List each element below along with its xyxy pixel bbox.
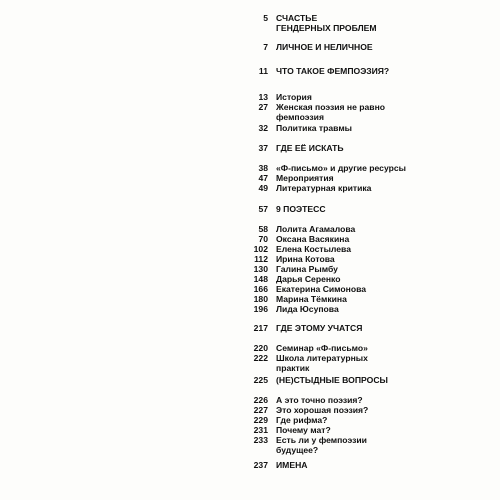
toc-entry <box>228 163 406 173</box>
toc-section <box>228 204 326 214</box>
toc-entry <box>228 304 339 314</box>
toc-title: Екатерина Симонова <box>276 284 367 294</box>
toc-page-number: 222 <box>253 353 268 363</box>
toc-entry <box>228 173 334 183</box>
toc-title: Елена Костылева <box>276 244 351 254</box>
toc-entry <box>228 274 340 284</box>
toc-section <box>228 42 373 52</box>
toc-title: «Ф-письмо» и другие ресурсы <box>276 163 406 173</box>
toc-section <box>228 460 307 470</box>
toc-title: Ирина Котова <box>276 254 335 264</box>
toc-entry <box>228 395 363 405</box>
toc-entry <box>228 343 368 353</box>
toc-page-number: 225 <box>253 375 268 385</box>
toc-page-number: 217 <box>253 323 268 333</box>
toc-entry <box>228 123 352 133</box>
toc-entry <box>228 425 331 435</box>
toc-page-number: 237 <box>253 460 268 470</box>
toc-page-number: 58 <box>258 224 268 234</box>
toc-entry <box>228 294 347 304</box>
toc-page-number: 5 <box>263 13 268 23</box>
toc-title: ИМЕНА <box>276 460 308 470</box>
toc-entry <box>228 284 366 294</box>
toc-page-number: 220 <box>253 343 268 353</box>
toc-title: Лолита Агамалова <box>276 224 356 234</box>
toc-page-number: 32 <box>258 123 268 133</box>
toc-title: Это хорошая поэзия? <box>276 405 369 415</box>
toc-page-number: 148 <box>253 274 268 284</box>
toc-section <box>228 375 388 385</box>
toc-page-number: 231 <box>253 425 268 435</box>
toc-section <box>228 13 377 33</box>
toc-page-number: 102 <box>253 244 268 254</box>
toc-title: ГДЕ ЕЁ ИСКАТЬ <box>276 143 344 153</box>
toc-page-number: 49 <box>258 183 268 193</box>
toc-page-number: 57 <box>258 204 268 214</box>
toc-title: ГДЕ ЭТОМУ УЧАТСЯ <box>276 323 363 333</box>
toc-page-number: 37 <box>258 143 268 153</box>
toc-entry <box>228 234 349 244</box>
toc-entry <box>228 254 335 264</box>
toc-entry <box>228 415 327 425</box>
toc-title: Школа литературных практик <box>276 353 368 374</box>
toc-page-number: 13 <box>258 92 268 102</box>
toc-title: ЧТО ТАКОЕ ФЕМПОЭЗИЯ? <box>276 66 390 76</box>
toc-entry <box>228 183 371 193</box>
toc-title: ЛИЧНОЕ И НЕЛИЧНОЕ <box>276 42 373 52</box>
toc-title: Почему мат? <box>276 425 331 435</box>
toc-entry <box>228 264 338 274</box>
toc-page-number: 229 <box>253 415 268 425</box>
toc-page-number: 227 <box>253 405 268 415</box>
toc-title: Политика травмы <box>276 123 353 133</box>
toc-page-number: 166 <box>253 284 268 294</box>
toc-entry <box>228 435 367 455</box>
toc-title: Мероприятия <box>276 173 334 183</box>
toc-page-number: 7 <box>263 42 268 52</box>
toc-entry <box>228 405 368 415</box>
toc-title: Оксана Васякина <box>276 234 350 244</box>
toc-page-number: 196 <box>253 304 268 314</box>
toc-title: Дарья Серенко <box>276 274 341 284</box>
toc-entry <box>228 244 351 254</box>
toc-title: А это точно поэзия? <box>276 395 363 405</box>
toc-title: Марина Тёмкина <box>276 294 347 304</box>
toc-title: Лида Юсупова <box>276 304 339 314</box>
toc-entry <box>228 224 355 234</box>
toc-title: (НЕ)СТЫДНЫЕ ВОПРОСЫ <box>276 375 388 385</box>
toc-title: Женская поэзия не равно фемпоэзия <box>276 102 386 123</box>
toc-page-number: 47 <box>258 173 268 183</box>
toc-section <box>228 66 389 76</box>
toc-page-number: 112 <box>254 254 268 264</box>
toc-page-number: 11 <box>258 66 268 76</box>
toc-page-number: 70 <box>258 234 268 244</box>
toc-entry <box>228 353 368 373</box>
toc-page-number: 226 <box>253 395 268 405</box>
toc-page-number: 27 <box>258 102 268 112</box>
toc-page-number: 38 <box>258 163 268 173</box>
toc-title: Галина Рымбу <box>276 264 338 274</box>
toc-section <box>228 323 362 333</box>
toc-title: СЧАСТЬЕ ГЕНДЕРНЫХ ПРОБЛЕМ <box>276 13 377 34</box>
toc-title: Где рифма? <box>276 415 328 425</box>
toc-title: Есть ли у фемпоэзии будущее? <box>276 435 367 456</box>
toc-page-number: 233 <box>253 435 268 445</box>
toc-title: Литературная критика <box>276 183 372 193</box>
toc-section <box>228 143 344 153</box>
toc-page-number: 130 <box>253 264 268 274</box>
toc-title: История <box>276 92 312 102</box>
toc-title: 9 ПОЭТЕСС <box>276 204 326 214</box>
toc-title: Семинар «Ф-письмо» <box>276 343 368 353</box>
toc-entry <box>228 102 385 122</box>
toc-page-number: 180 <box>253 294 268 304</box>
toc-entry <box>228 92 312 102</box>
